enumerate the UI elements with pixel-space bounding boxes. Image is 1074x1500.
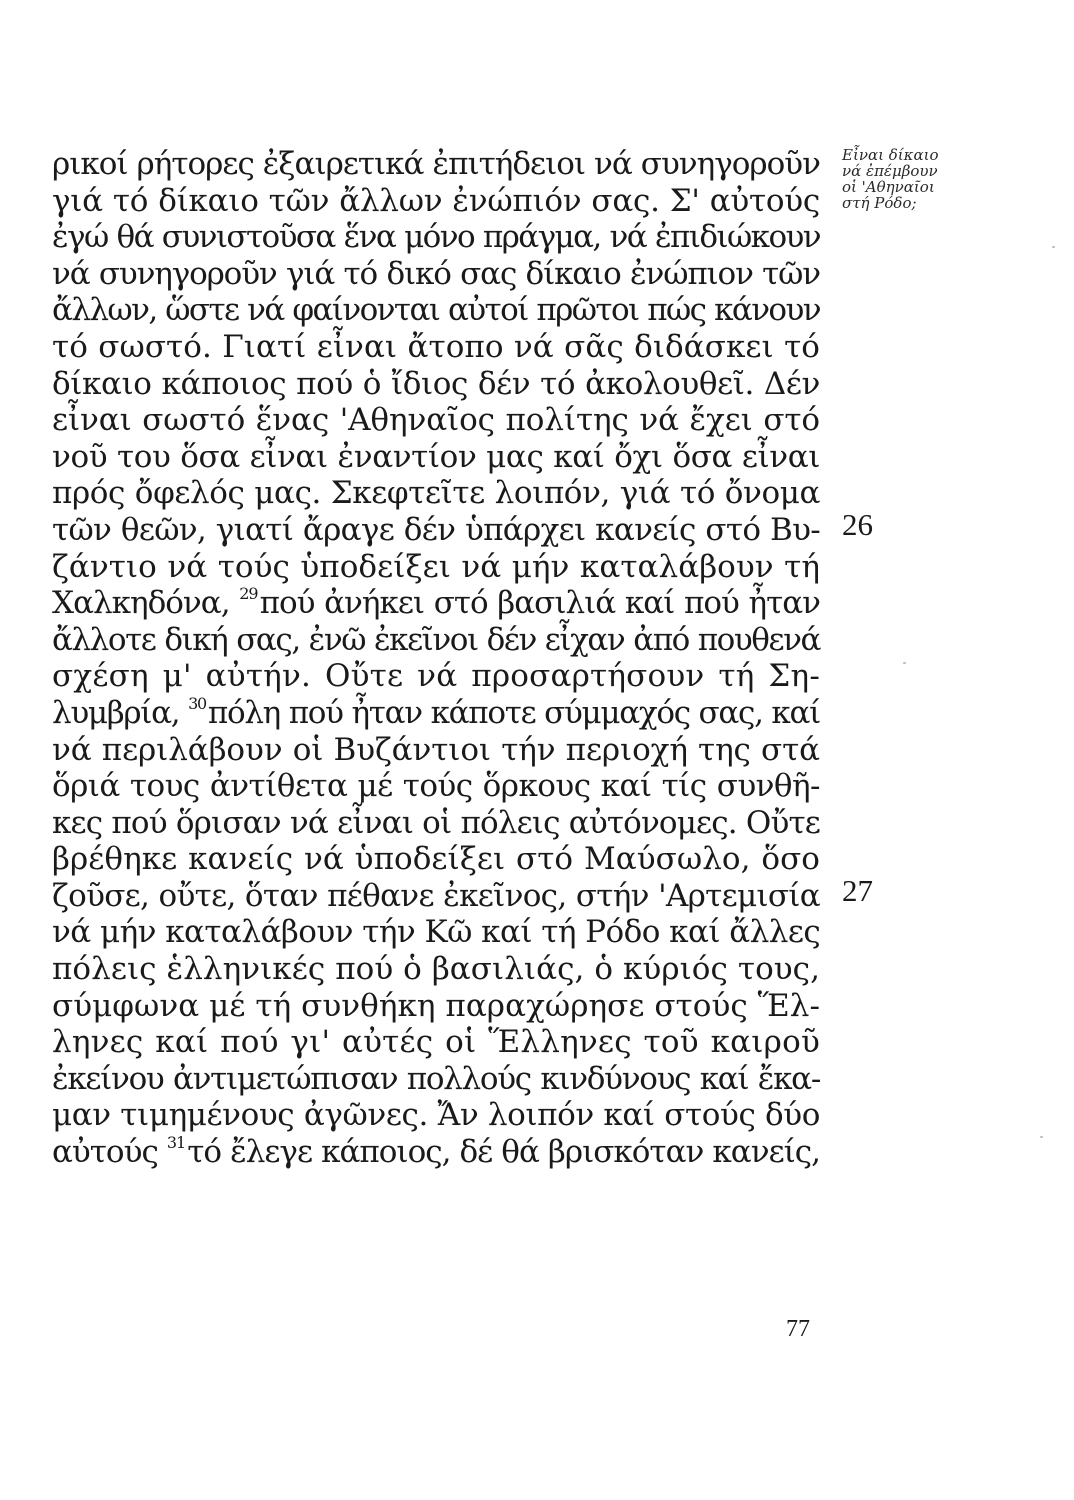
text-line-content: πόλεις ἑλληνικές πού ὁ βασιλιάς, ὁ κύριός τους,: [52, 951, 820, 988]
text-line-content: σύμφωνα μέ τή συνθήκη παραχώρησε στούς Ἕλ-: [52, 987, 821, 1024]
text-line-content: σχέση μ' αὐτήν. Οὔτε νά προσαρτήσουν τή Ση-: [52, 658, 820, 695]
margin-note-line: νά ἐπέμβουν: [842, 162, 938, 180]
text-line-content: δίκαιο κάποιος πού ὁ ἴδιος δέν τό ἀκολουθεῖ. Δέν: [52, 365, 820, 402]
text-line-content: αὐτούς: [52, 1134, 167, 1171]
text-line-content: νά περιλάβουν οἱ Βυζάντιοι τήν περιοχή της στά: [52, 731, 820, 768]
text-line: [52, 914, 820, 951]
scan-speck: [1040, 1136, 1043, 1138]
text-line: [52, 366, 820, 403]
text-line-content: νά συνηγοροῦν γιά τό δικό σας δίκαιο ἐνώπιον τῶν: [52, 255, 820, 292]
scan-speck: [903, 662, 906, 664]
text-line: [52, 475, 820, 512]
text-line-content: εἶναι σωστό ἕνας 'Αθηναῖος πολίτης νά ἔχει στό: [52, 402, 820, 439]
text-line: [52, 439, 820, 476]
section-number-26: 26: [842, 507, 873, 542]
text-line-content: ἐγώ θά συνιστοῦσα ἕνα μόνο πράγμα, νά ἐπιδιώκουν: [52, 219, 820, 256]
text-line: [52, 988, 820, 1025]
margin-note-line: Εἶναι δίκαιο: [842, 146, 939, 164]
footnote-marker: 29: [239, 584, 258, 604]
scan-speck: [1052, 246, 1055, 248]
margin-note-line: οἱ 'Αθηναῖοι: [842, 178, 935, 196]
text-line: [52, 805, 820, 842]
text-line: [52, 183, 820, 220]
text-line: [52, 658, 820, 695]
text-line-content: τῶν θεῶν, γιατί ἄραγε δέν ὑπάρχει κανείς στό Βυ-: [52, 511, 820, 548]
text-line-content: νά μήν καταλάβουν τήν Κῶ καί τή Ρόδο καί ἄλλες: [52, 914, 821, 951]
text-line: [52, 878, 820, 915]
text-line: [52, 402, 820, 439]
text-line: [52, 1024, 820, 1061]
text-line: [52, 1134, 820, 1171]
text-line-content: ζάντιο νά τούς ὑποδείξει νά μήν καταλάβουν τή: [52, 548, 820, 585]
text-line: [52, 256, 820, 293]
text-line: [52, 768, 820, 805]
text-line-content: κες πού ὅρισαν νά εἶναι οἱ πόλεις αὐτόνομες. Οὔτε: [52, 804, 820, 841]
text-line-content: ζοῦσε, οὔτε, ὅταν πέθανε ἐκεῖνος, στήν 'Αρτεμισία: [52, 877, 820, 914]
text-line-content: λυμβρία,: [52, 694, 189, 731]
text-line-content: τό ἔλεγε κάποιος, δέ θά βρισκόταν κανείς,: [187, 1134, 820, 1171]
text-line-content: νοῦ του ὅσα εἶναι ἐναντίον μας καί ὄχι ὅσα εἶναι: [52, 438, 820, 475]
margin-note-line: στή Ρόδο;: [842, 194, 917, 212]
page-number: 77: [786, 1316, 810, 1342]
text-line-content: Χαλκηδόνα,: [52, 585, 240, 622]
text-line-content: τό σωστό. Γιατί εἶναι ἄτοπο νά σᾶς διδάσκει τό: [52, 328, 820, 365]
text-line: [52, 1061, 820, 1098]
text-line: [52, 622, 820, 659]
text-line: [52, 329, 820, 366]
text-line-content: ὅριά τους ἀντίθετα μέ τούς ὅρκους καί τίς συνθῆ-: [52, 768, 820, 805]
text-line-content: ἄλλων, ὥστε νά φαίνονται αὐτοί πρῶτοι πώς κάνουν: [52, 292, 820, 329]
text-line: [52, 292, 820, 329]
text-line-content: ρικοί ρήτορες ἐξαιρετικά ἐπιτήδειοι νά συνηγοροῦν: [52, 146, 820, 182]
footnote-marker: 30: [188, 693, 206, 713]
text-line: [52, 585, 820, 622]
text-line-content: πόλη πού ἦταν κάποτε σύμμαχός σας, καί: [207, 694, 820, 731]
text-line: [52, 951, 820, 988]
text-line: [52, 841, 820, 878]
text-line: [52, 695, 820, 732]
text-line: [52, 549, 820, 586]
text-line-content: γιά τό δίκαιο τῶν ἄλλων ἐνώπιόν σας. Σ' αὐτούς: [52, 182, 820, 219]
text-line: [52, 146, 820, 183]
text-line: [52, 1097, 820, 1134]
text-line-content: ληνες καί πού γι' αὐτές οἱ Ἕλληνες τοῦ καιροῦ: [52, 1024, 820, 1061]
margin-note: [842, 147, 982, 211]
text-line-content: πού ἀνήκει στό βασιλιά καί πού ἦταν: [259, 585, 820, 622]
footnote-marker: 31: [166, 1133, 186, 1153]
text-line-content: βρέθηκε κανείς νά ὑποδείξει στό Μαύσωλο, ὅσο: [52, 841, 820, 878]
text-line-content: ἐκείνου ἀντιμετώπισαν πολλούς κινδύνους καί ἔκα-: [52, 1060, 820, 1097]
text-line: [52, 512, 820, 549]
section-number-27: 27: [842, 873, 873, 908]
text-line-content: πρός ὄφελός μας. Σκεφτεῖτε λοιπόν, γιά τό ὄνομα: [52, 475, 820, 512]
text-line: [52, 732, 820, 769]
main-text: [52, 146, 820, 1171]
text-line-content: ἄλλοτε δική σας, ἐνῶ ἐκεῖνοι δέν εἶχαν ἀπό πουθενά: [52, 621, 820, 658]
text-line: [52, 219, 820, 256]
text-line-content: μαν τιμημένους ἀγῶνες. Ἄν λοιπόν καί στούς δύο: [52, 1097, 820, 1134]
